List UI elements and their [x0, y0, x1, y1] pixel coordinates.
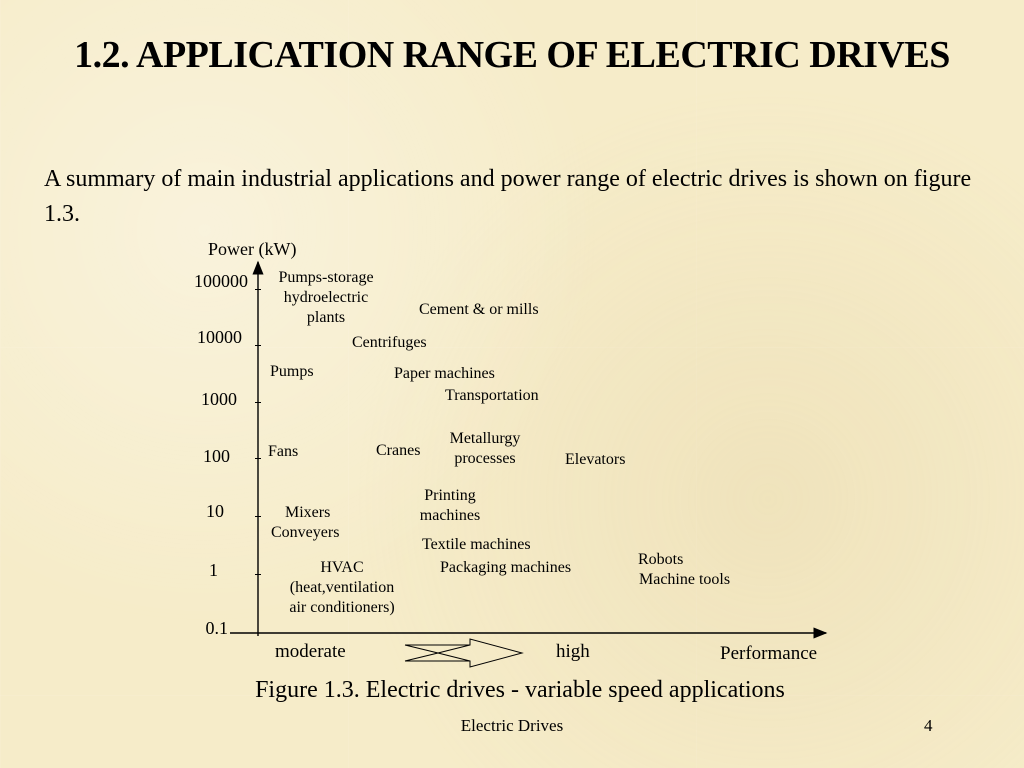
app-centrifuges: Centrifuges: [352, 334, 427, 351]
footer-text: Electric Drives: [460, 716, 564, 735]
intro-paragraph: A summary of main industrial applications and power range of electric drives is shown on figure 1.3.: [44, 166, 972, 227]
app-pumps-storage: Pumps-storage hydroelectric plants: [278, 269, 374, 326]
y-tick-mark: [255, 402, 261, 403]
y-tick-1: 1: [209, 560, 218, 580]
app-fans: Fans: [268, 443, 299, 460]
app-cement-mills: Cement & or mills: [419, 301, 539, 318]
app-textile: Textile machines: [422, 536, 531, 553]
app-metallurgy: Metallurgy processes: [449, 430, 521, 467]
y-tick-100: 100: [203, 446, 230, 466]
y-tick-mark: [255, 289, 261, 290]
y-tick-mark: [255, 345, 261, 346]
figure-caption: Figure 1.3. Electric drives - variable speed applications: [255, 677, 785, 703]
y-tick-10: 10: [206, 501, 224, 521]
x-category-high: high: [556, 641, 590, 662]
x-axis-label: Performance: [720, 643, 818, 664]
app-machine-tools: Machine tools: [639, 571, 731, 588]
y-tick-1000: 1000: [201, 389, 237, 409]
performance-arrow-icon: [405, 639, 522, 667]
app-transportation: Transportation: [445, 387, 539, 404]
app-paper-machines: Paper machines: [394, 365, 495, 382]
y-tick-mark: [255, 574, 261, 575]
app-hvac: HVAC (heat,ventilation air conditioners): [289, 559, 395, 616]
y-tick-0.1: 0.1: [205, 618, 228, 638]
y-axis-label: Power (kW): [208, 239, 297, 259]
y-tick-10000: 10000: [197, 327, 242, 347]
app-mixers: Mixers: [285, 504, 331, 521]
app-cranes: Cranes: [376, 442, 421, 459]
app-pumps: Pumps: [270, 363, 314, 380]
y-tick-mark: [255, 458, 261, 459]
x-category-moderate: moderate: [275, 641, 346, 662]
app-printing: Printing machines: [419, 487, 481, 524]
app-robots: Robots: [638, 551, 684, 568]
page-number: 4: [924, 716, 933, 735]
app-conveyers: Conveyers: [271, 524, 340, 541]
y-tick-100000: 100000: [194, 271, 248, 291]
app-elevators: Elevators: [565, 451, 626, 468]
y-tick-mark: [255, 516, 261, 517]
app-packaging: Packaging machines: [440, 559, 572, 576]
slide-title: 1.2. APPLICATION RANGE OF ELECTRIC DRIVES: [74, 34, 950, 76]
